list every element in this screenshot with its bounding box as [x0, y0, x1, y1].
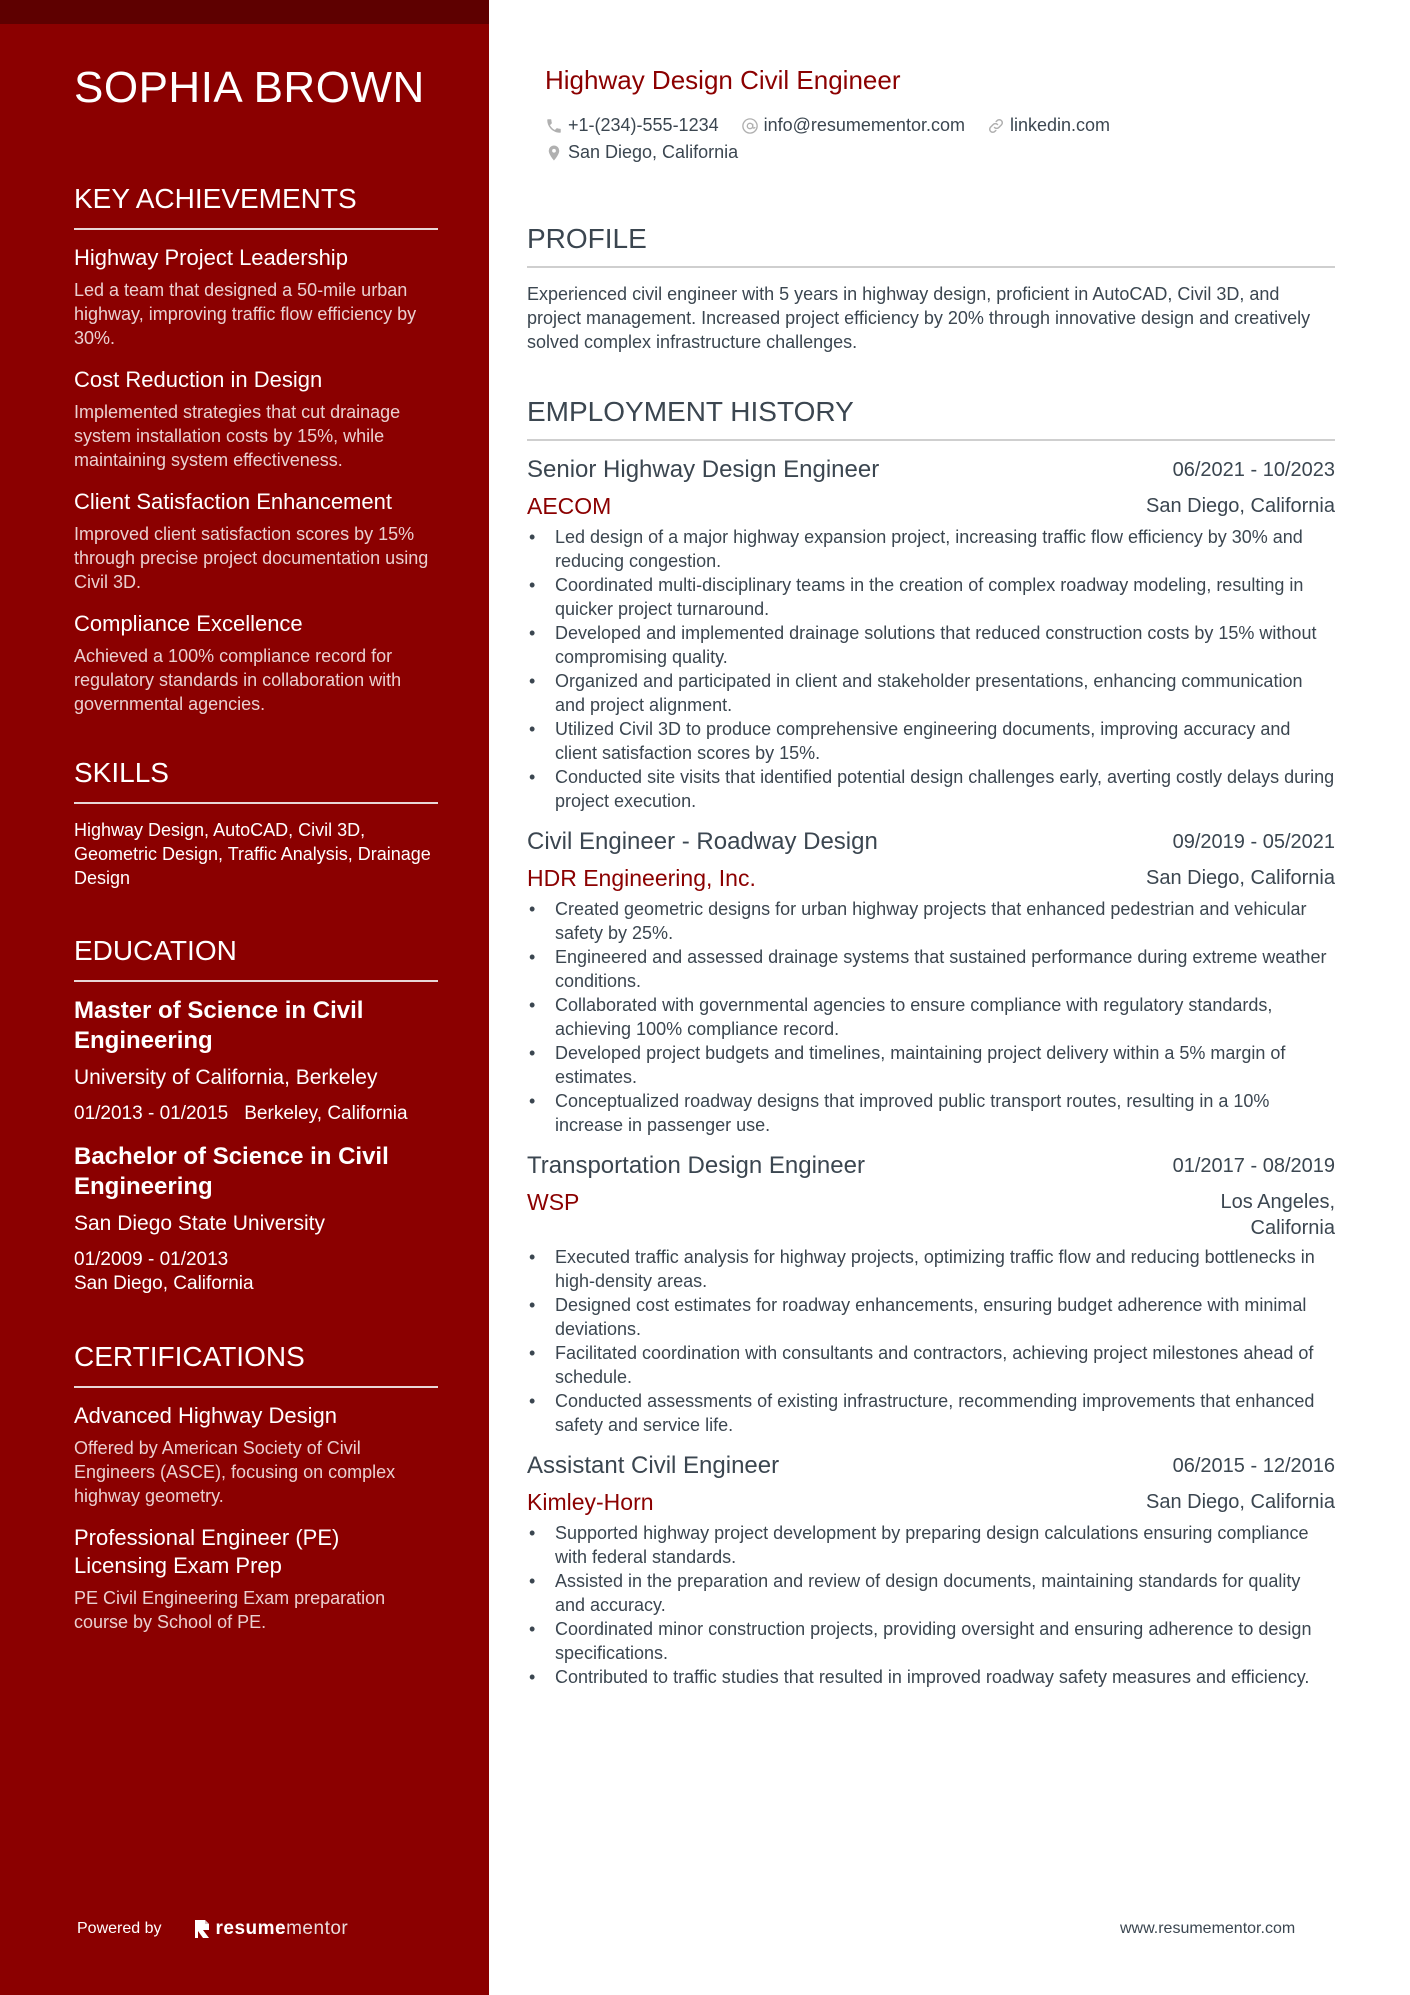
job-title: Transportation Design Engineer	[527, 1152, 865, 1179]
job-dates: 09/2019 - 05/2021	[1172, 831, 1335, 853]
achievement-item	[74, 366, 438, 472]
job-title: Senior Highway Design Engineer	[527, 456, 880, 483]
job-bullets	[527, 525, 1335, 813]
sidebar-top-band	[0, 0, 489, 24]
company-name: WSP	[527, 1189, 580, 1215]
achievement-title: Client Satisfaction Enhancement	[74, 489, 392, 514]
achievement-description: Implemented strategies that cut drainage system installation costs by 15%, while maintaining system effectiveness.	[74, 402, 401, 470]
map-pin-icon	[545, 144, 563, 162]
achievement-item	[74, 610, 438, 716]
education-item	[74, 996, 438, 1126]
contact-location	[545, 139, 738, 166]
education-meta	[74, 1102, 438, 1126]
job-bullet: • Contributed to traffic studies that resulted in improved roadway safety measures and efficiency.	[527, 1665, 1335, 1689]
job-dates: 01/2017 - 08/2019	[1172, 1155, 1335, 1177]
job-bullet: • Conducted assessments of existing infrastructure, recommending improvements that enhanced safety and service life.	[527, 1389, 1335, 1437]
profile-section	[527, 222, 1335, 354]
job-bullets	[527, 1245, 1335, 1437]
company-name: HDR Engineering, Inc.	[527, 865, 756, 891]
job-title: Civil Engineer - Roadway Design	[527, 828, 878, 855]
job-entry	[527, 827, 1335, 1137]
job-dates: 06/2015 - 12/2016	[1172, 1455, 1335, 1477]
section-heading-employment-history: EMPLOYMENT HISTORY	[527, 395, 1335, 441]
linkedin-url: linkedin.com	[1009, 115, 1111, 135]
job-bullet: • Assisted in the preparation and review of design documents, maintaining standards for quality and accuracy.	[527, 1569, 1335, 1617]
candidate-name: SOPHIA BROWN	[74, 63, 425, 112]
education-meta	[74, 1248, 438, 1296]
sidebar-content	[74, 62, 438, 1650]
job-bullet: • Conducted site visits that identified potential design challenges early, averting costly delays during project execution.	[527, 765, 1335, 813]
job-location: San Diego, California	[1146, 1491, 1335, 1513]
job-location: San Diego, California	[1146, 867, 1335, 889]
job-bullets	[527, 1521, 1335, 1689]
achievement-title: Cost Reduction in Design	[74, 367, 323, 392]
certification-title: Professional Engineer (PE) Licensing Exam Prep	[74, 1525, 340, 1578]
contact-info	[545, 112, 1335, 166]
education-location: San Diego, California	[74, 1273, 254, 1294]
job-entry	[527, 455, 1335, 813]
education-school: San Diego State University	[74, 1212, 325, 1235]
contact-row	[545, 112, 1335, 139]
email-address: info@resumementor.com	[763, 115, 965, 135]
job-bullet: • Coordinated minor construction projects, providing oversight and ensuring adherence to design specifications.	[527, 1617, 1335, 1665]
certification-item	[74, 1524, 438, 1634]
contact-email[interactable]	[741, 112, 965, 139]
brand-name-bold: resume	[215, 1918, 287, 1939]
education-degree: Master of Science in Civil Engineering	[74, 997, 364, 1054]
education-item	[74, 1142, 438, 1296]
job-bullet: • Developed and implemented drainage solutions that reduced construction costs by 15% without compromising quality.	[527, 621, 1335, 669]
job-bullet: • Executed traffic analysis for highway projects, optimizing traffic flow and reducing bottlenecks in high-density areas.	[527, 1245, 1335, 1293]
job-bullet: • Coordinated multi-disciplinary teams in the creation of complex roadway modeling, resulting in quicker project turnaround.	[527, 573, 1335, 621]
certification-description: Offered by American Society of Civil Engineers (ASCE), focusing on complex highway geometry.	[74, 1438, 396, 1506]
footer-website-link[interactable]: www.resumementor.com	[1120, 1920, 1296, 1937]
skills-section	[74, 756, 438, 890]
certification-item	[74, 1402, 438, 1508]
job-location: San Diego, California	[1146, 495, 1335, 517]
employment-history-section	[527, 395, 1335, 1703]
certification-description: PE Civil Engineering Exam preparation course by School of PE.	[74, 1588, 386, 1632]
achievement-item	[74, 244, 438, 350]
education-section	[74, 934, 438, 1296]
job-entry	[527, 1151, 1335, 1437]
job-bullet: • Facilitated coordination with consultants and contractors, achieving project milestones ahead of schedule.	[527, 1341, 1335, 1389]
job-company-row	[527, 485, 1335, 521]
certifications-section	[74, 1340, 438, 1634]
at-sign-icon	[741, 117, 759, 135]
phone-icon	[545, 117, 563, 135]
education-location: Berkeley, California	[244, 1103, 408, 1124]
job-company-row	[527, 1181, 1335, 1241]
company-name: AECOM	[527, 493, 612, 519]
job-bullet: • Engineered and assessed drainage systems that sustained performance during extreme weather conditions.	[527, 945, 1335, 993]
education-school: University of California, Berkeley	[74, 1066, 378, 1089]
contact-phone[interactable]	[545, 112, 719, 139]
achievement-item	[74, 488, 438, 594]
powered-by-label: Powered by	[77, 1920, 162, 1937]
education-dates: 01/2009 - 01/2013	[74, 1249, 229, 1270]
link-icon	[987, 117, 1005, 135]
job-bullet: • Conceptualized roadway designs that improved public transport routes, resulting in a 10% increase in passenger use.	[527, 1089, 1335, 1137]
job-bullet: • Led design of a major highway expansion project, increasing traffic flow efficiency by 30% and reducing congestion.	[527, 525, 1335, 573]
phone-number: +1-(234)-555-1234	[568, 115, 719, 135]
job-bullet: • Created geometric designs for urban highway projects that enhanced pedestrian and vehicular safety by 25%.	[527, 897, 1335, 945]
brand-name-light: mentor	[286, 1918, 349, 1939]
job-bullets	[527, 897, 1335, 1137]
education-dates: 01/2013 - 01/2015	[74, 1103, 229, 1124]
company-name: Kimley-Horn	[527, 1489, 654, 1515]
job-bullet: • Organized and participated in client and stakeholder presentations, enhancing communication and project alignment.	[527, 669, 1335, 717]
job-location: Los Angeles, California	[1220, 1191, 1335, 1239]
powered-by	[77, 1918, 348, 1940]
job-bullet: • Designed cost estimates for roadway enhancements, ensuring budget adherence with minimal deviations.	[527, 1293, 1335, 1341]
job-bullet: • Utilized Civil 3D to produce comprehensive engineering documents, improving accuracy and client satisfaction scores by 15%.	[527, 717, 1335, 765]
job-bullet: • Collaborated with governmental agencies to ensure compliance with regulatory standards, achieving 100% compliance record.	[527, 993, 1335, 1041]
certification-title: Advanced Highway Design	[74, 1403, 337, 1428]
job-dates: 06/2021 - 10/2023	[1172, 459, 1335, 481]
resumementor-logo[interactable]	[194, 1918, 349, 1940]
job-header-row	[527, 1451, 1335, 1481]
achievement-description: Led a team that designed a 50-mile urban highway, improving traffic flow efficiency by 30%.	[74, 280, 417, 348]
job-bullet: • Supported highway project development by preparing design calculations ensuring compliance with federal standards.	[527, 1521, 1335, 1569]
education-degree: Bachelor of Science in Civil Engineering	[74, 1143, 389, 1200]
achievement-description: Improved client satisfaction scores by 15% through precise project documentation using Civil 3D.	[74, 524, 429, 592]
key-achievements-section	[74, 182, 438, 716]
section-heading-skills: SKILLS	[74, 756, 438, 804]
section-heading-education: EDUCATION	[74, 934, 438, 982]
job-title: Assistant Civil Engineer	[527, 1452, 780, 1479]
section-heading-profile: PROFILE	[527, 222, 1335, 268]
achievement-title: Highway Project Leadership	[74, 245, 348, 270]
contact-linkedin[interactable]	[987, 112, 1110, 139]
job-header-row	[527, 827, 1335, 857]
sidebar	[0, 0, 489, 1995]
job-company-row	[527, 857, 1335, 893]
section-heading-certifications: CERTIFICATIONS	[74, 1340, 438, 1388]
contact-row	[545, 139, 1335, 166]
achievement-description: Achieved a 100% compliance record for regulatory standards in collaboration with governmental agencies.	[74, 646, 402, 714]
resumementor-logo-icon	[194, 1919, 210, 1939]
skills-list: Highway Design, AutoCAD, Civil 3D, Geometric Design, Traffic Analysis, Drainage Design	[74, 820, 431, 888]
profile-summary: Experienced civil engineer with 5 years in highway design, proficient in AutoCAD, Civil 3D, and project management. Increased project efficiency by 20% through innovative design and creatively solved complex infrastructure challenges.	[527, 284, 1311, 352]
achievement-title: Compliance Excellence	[74, 611, 303, 636]
job-bullet: • Developed project budgets and timelines, maintaining project delivery within a 5% margin of estimates.	[527, 1041, 1335, 1089]
job-header-row	[527, 455, 1335, 485]
location-text: San Diego, California	[568, 142, 739, 162]
job-entry	[527, 1451, 1335, 1689]
job-company-row	[527, 1481, 1335, 1517]
job-headline: Highway Design Civil Engineer	[545, 65, 901, 95]
section-heading-key-achievements: KEY ACHIEVEMENTS	[74, 182, 438, 230]
job-header-row	[527, 1151, 1335, 1181]
